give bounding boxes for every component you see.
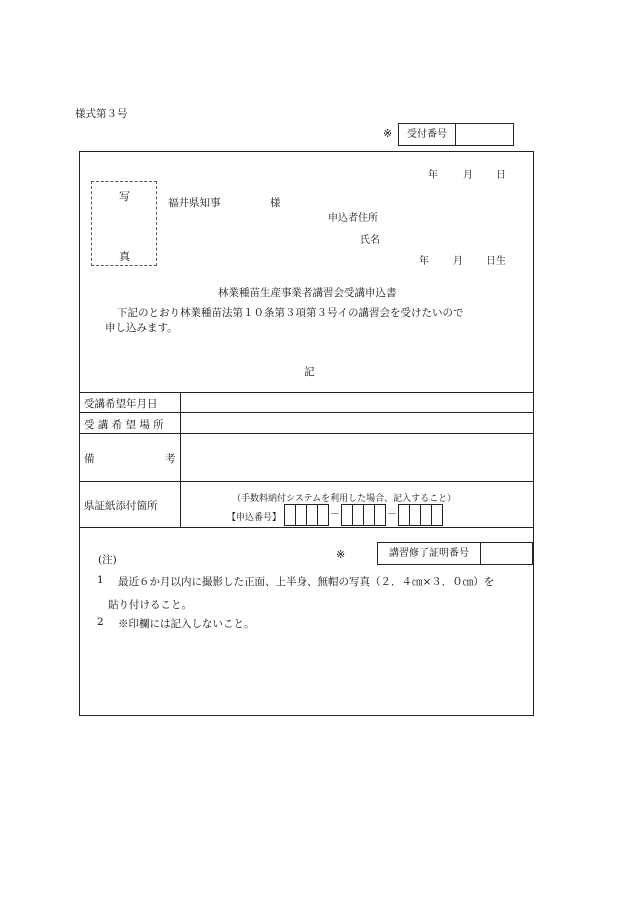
note-item-2-text: ※印欄には記入しないこと。	[118, 618, 255, 630]
certificate-number-box	[377, 542, 533, 565]
reception-number-field[interactable]	[456, 124, 513, 145]
photo-label-bottom: 真	[119, 250, 130, 263]
addressee-name: 福井県知事	[168, 197, 221, 209]
date-year-label: 年	[428, 170, 438, 181]
apply-number-label: 【申込番号】	[227, 513, 282, 523]
desired-place-field[interactable]	[182, 414, 532, 432]
table-rule	[79, 392, 534, 393]
birth-year-label: 年	[419, 256, 429, 267]
table-rule	[79, 481, 534, 482]
row-label-stamp-place: 県証紙添付箇所	[84, 500, 158, 512]
certificate-number-field[interactable]	[481, 543, 532, 564]
apply-number-separator: －	[330, 509, 340, 520]
form-number: 様式第３号	[75, 108, 128, 120]
table-rule	[79, 527, 534, 528]
addressee-honorific: 様	[270, 197, 281, 209]
note-item-1-text: 最近６か月以内に撮影した正面、上半身、無帽の写真（２．４㎝×３．０㎝）を	[118, 576, 495, 588]
body-line-1: 下記のとおり林業種苗法第１０条第３項第３号イの講習会を受けたいので	[117, 307, 464, 319]
photo-label-top: 写	[119, 190, 130, 203]
ki-mark: 記	[304, 366, 315, 378]
remarks-field[interactable]	[182, 435, 532, 480]
row-label-desired-date: 受講希望年月日	[84, 398, 158, 410]
birth-day-label: 日生	[486, 256, 506, 267]
certificate-number-label: 講習修了証明番号	[378, 543, 481, 564]
apply-number-digit[interactable]	[317, 504, 329, 526]
apply-number-digit[interactable]	[431, 504, 443, 526]
reception-number-label: 受付番号	[399, 124, 456, 145]
fee-note: （手数料納付システムを利用した場合、記入すること）	[232, 494, 457, 504]
apply-number-boxes	[284, 504, 460, 526]
body-line-2: 申し込みます。	[105, 322, 178, 334]
table-rule	[79, 433, 534, 434]
birth-month-label: 月	[453, 256, 463, 267]
apply-number-digit[interactable]	[374, 504, 386, 526]
row-label-remarks-right: 考	[165, 453, 176, 465]
cert-mark: ※	[336, 548, 346, 561]
table-column-divider	[180, 392, 181, 527]
note-item-2-number: 2	[97, 616, 104, 628]
reception-number-box	[398, 123, 514, 146]
date-month-label: 月	[463, 170, 473, 181]
form-title: 林業種苗生産事業者講習会受講申込書	[218, 287, 397, 299]
applicant-address-label: 申込者住所	[328, 213, 378, 224]
apply-number-separator: －	[387, 509, 397, 520]
table-rule	[79, 412, 534, 413]
note-item-1-number: 1	[97, 574, 104, 586]
row-label-desired-place: 受 講 希 望 場 所	[84, 419, 164, 431]
desired-date-field[interactable]	[182, 394, 532, 411]
notes-heading: (注)	[98, 554, 117, 566]
date-day-label: 日	[496, 170, 506, 181]
note-item-1-continuation: 貼り付けること。	[108, 599, 192, 611]
reception-mark: ※	[383, 127, 393, 140]
applicant-name-label: 氏名	[360, 235, 380, 246]
row-label-remarks-left: 備	[84, 453, 95, 465]
